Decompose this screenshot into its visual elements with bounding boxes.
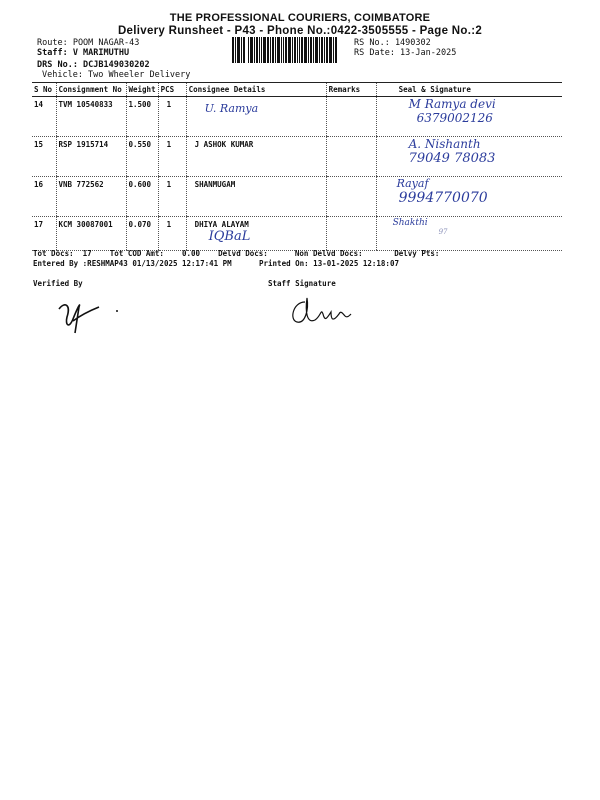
table-header-row: [32, 83, 562, 97]
seal-name: A. Nishanth: [408, 137, 481, 151]
seal-name: Shakthi: [392, 218, 428, 228]
verifier-signature: [55, 295, 125, 340]
consignee-printed: J ASHOK KUMAR: [194, 140, 254, 149]
cell-remarks: [326, 177, 376, 217]
printed-on: Printed On: 13-01-2025 12:18:07: [259, 259, 399, 268]
cell-weight: 1.500: [126, 97, 158, 137]
cell-remarks: [326, 137, 376, 177]
seal-phone: 9994770070: [398, 190, 488, 206]
cell-sno: 15: [32, 137, 56, 177]
company-name: THE PROFESSIONAL COURIERS, COIMBATORE: [169, 12, 431, 24]
cell-weight: 0.070: [126, 217, 158, 251]
table-row: [32, 177, 562, 217]
cell-consignee: [186, 217, 326, 251]
rs-number: RS No.: 1490302: [354, 38, 431, 48]
col-pcs: PCS: [158, 83, 186, 97]
table-row: [32, 97, 562, 137]
staff-signature-label: Staff Signature: [268, 279, 336, 288]
verified-by-label: Verified By: [33, 279, 83, 288]
table-row: [32, 217, 562, 251]
cell-consignment: KCM 30087001: [56, 217, 126, 251]
staff-label: Staff: V MARIMUTHU: [37, 48, 130, 58]
handwritten-consignee: IQBaL: [208, 229, 251, 244]
seal-name: M Ramya devi: [408, 97, 496, 111]
cell-weight: 0.550: [126, 137, 158, 177]
cell-signature: [376, 97, 562, 137]
rs-date: RS Date: 13-Jan-2025: [354, 48, 457, 58]
seal-phone: 79049 78083: [408, 151, 496, 166]
cell-consignee: [186, 177, 326, 217]
col-consignee: Consignee Details: [186, 83, 326, 97]
cell-consignee: [186, 137, 326, 177]
cell-consignment: VNB 772562: [56, 177, 126, 217]
table-row: [32, 137, 562, 177]
cell-pcs: 1: [158, 217, 186, 251]
col-weight: Weight: [126, 83, 158, 97]
runsheet-title: Delivery Runsheet - P43 - Phone No.:0422-3505555 - Page No.:2: [117, 25, 483, 37]
cell-sno: 16: [32, 177, 56, 217]
route-label: Route: POOM NAGAR-43: [37, 38, 140, 48]
staff-signature: [285, 290, 365, 330]
vehicle-label: Vehicle: Two Wheeler Delivery: [42, 70, 191, 80]
runsheet-table: [32, 82, 562, 251]
entered-by: Entered By :RESHMAP43 01/13/2025 12:17:41 PM: [33, 259, 232, 268]
cell-pcs: 1: [158, 177, 186, 217]
barcode: [232, 37, 344, 63]
handwritten-consignee: U. Ramya: [204, 102, 259, 115]
cell-consignment: RSP 1915714: [56, 137, 126, 177]
col-seal-signature: Seal & Signature: [376, 83, 562, 97]
totals-line: Tot Docs: 17 Tot COD Amt: 0.00 Delvd Docs: Non Delvd Docs: Delvy Pts:: [33, 249, 440, 258]
cell-sno: 14: [32, 97, 56, 137]
cell-remarks: [326, 217, 376, 251]
cell-consignment: TVM 10540833: [56, 97, 126, 137]
seal-phone: 97: [438, 228, 448, 236]
cell-signature: [376, 217, 562, 251]
cell-pcs: 1: [158, 97, 186, 137]
col-remarks: Remarks: [326, 83, 376, 97]
consignee-printed: SHANMUGAM: [194, 180, 236, 189]
cell-signature: [376, 137, 562, 177]
cell-sno: 17: [32, 217, 56, 251]
col-sno: S No: [32, 83, 56, 97]
cell-consignee: [186, 97, 326, 137]
cell-signature: [376, 177, 562, 217]
cell-pcs: 1: [158, 137, 186, 177]
cell-remarks: [326, 97, 376, 137]
cell-weight: 0.600: [126, 177, 158, 217]
consignee-printed: DHIYA ALAYAM: [194, 220, 249, 229]
seal-phone: 6379002126: [416, 111, 493, 125]
col-consignment: Consignment No: [56, 83, 126, 97]
seal-name: Rayaf: [396, 177, 429, 190]
drs-label: DRS No.: DCJB149030202: [37, 60, 150, 70]
